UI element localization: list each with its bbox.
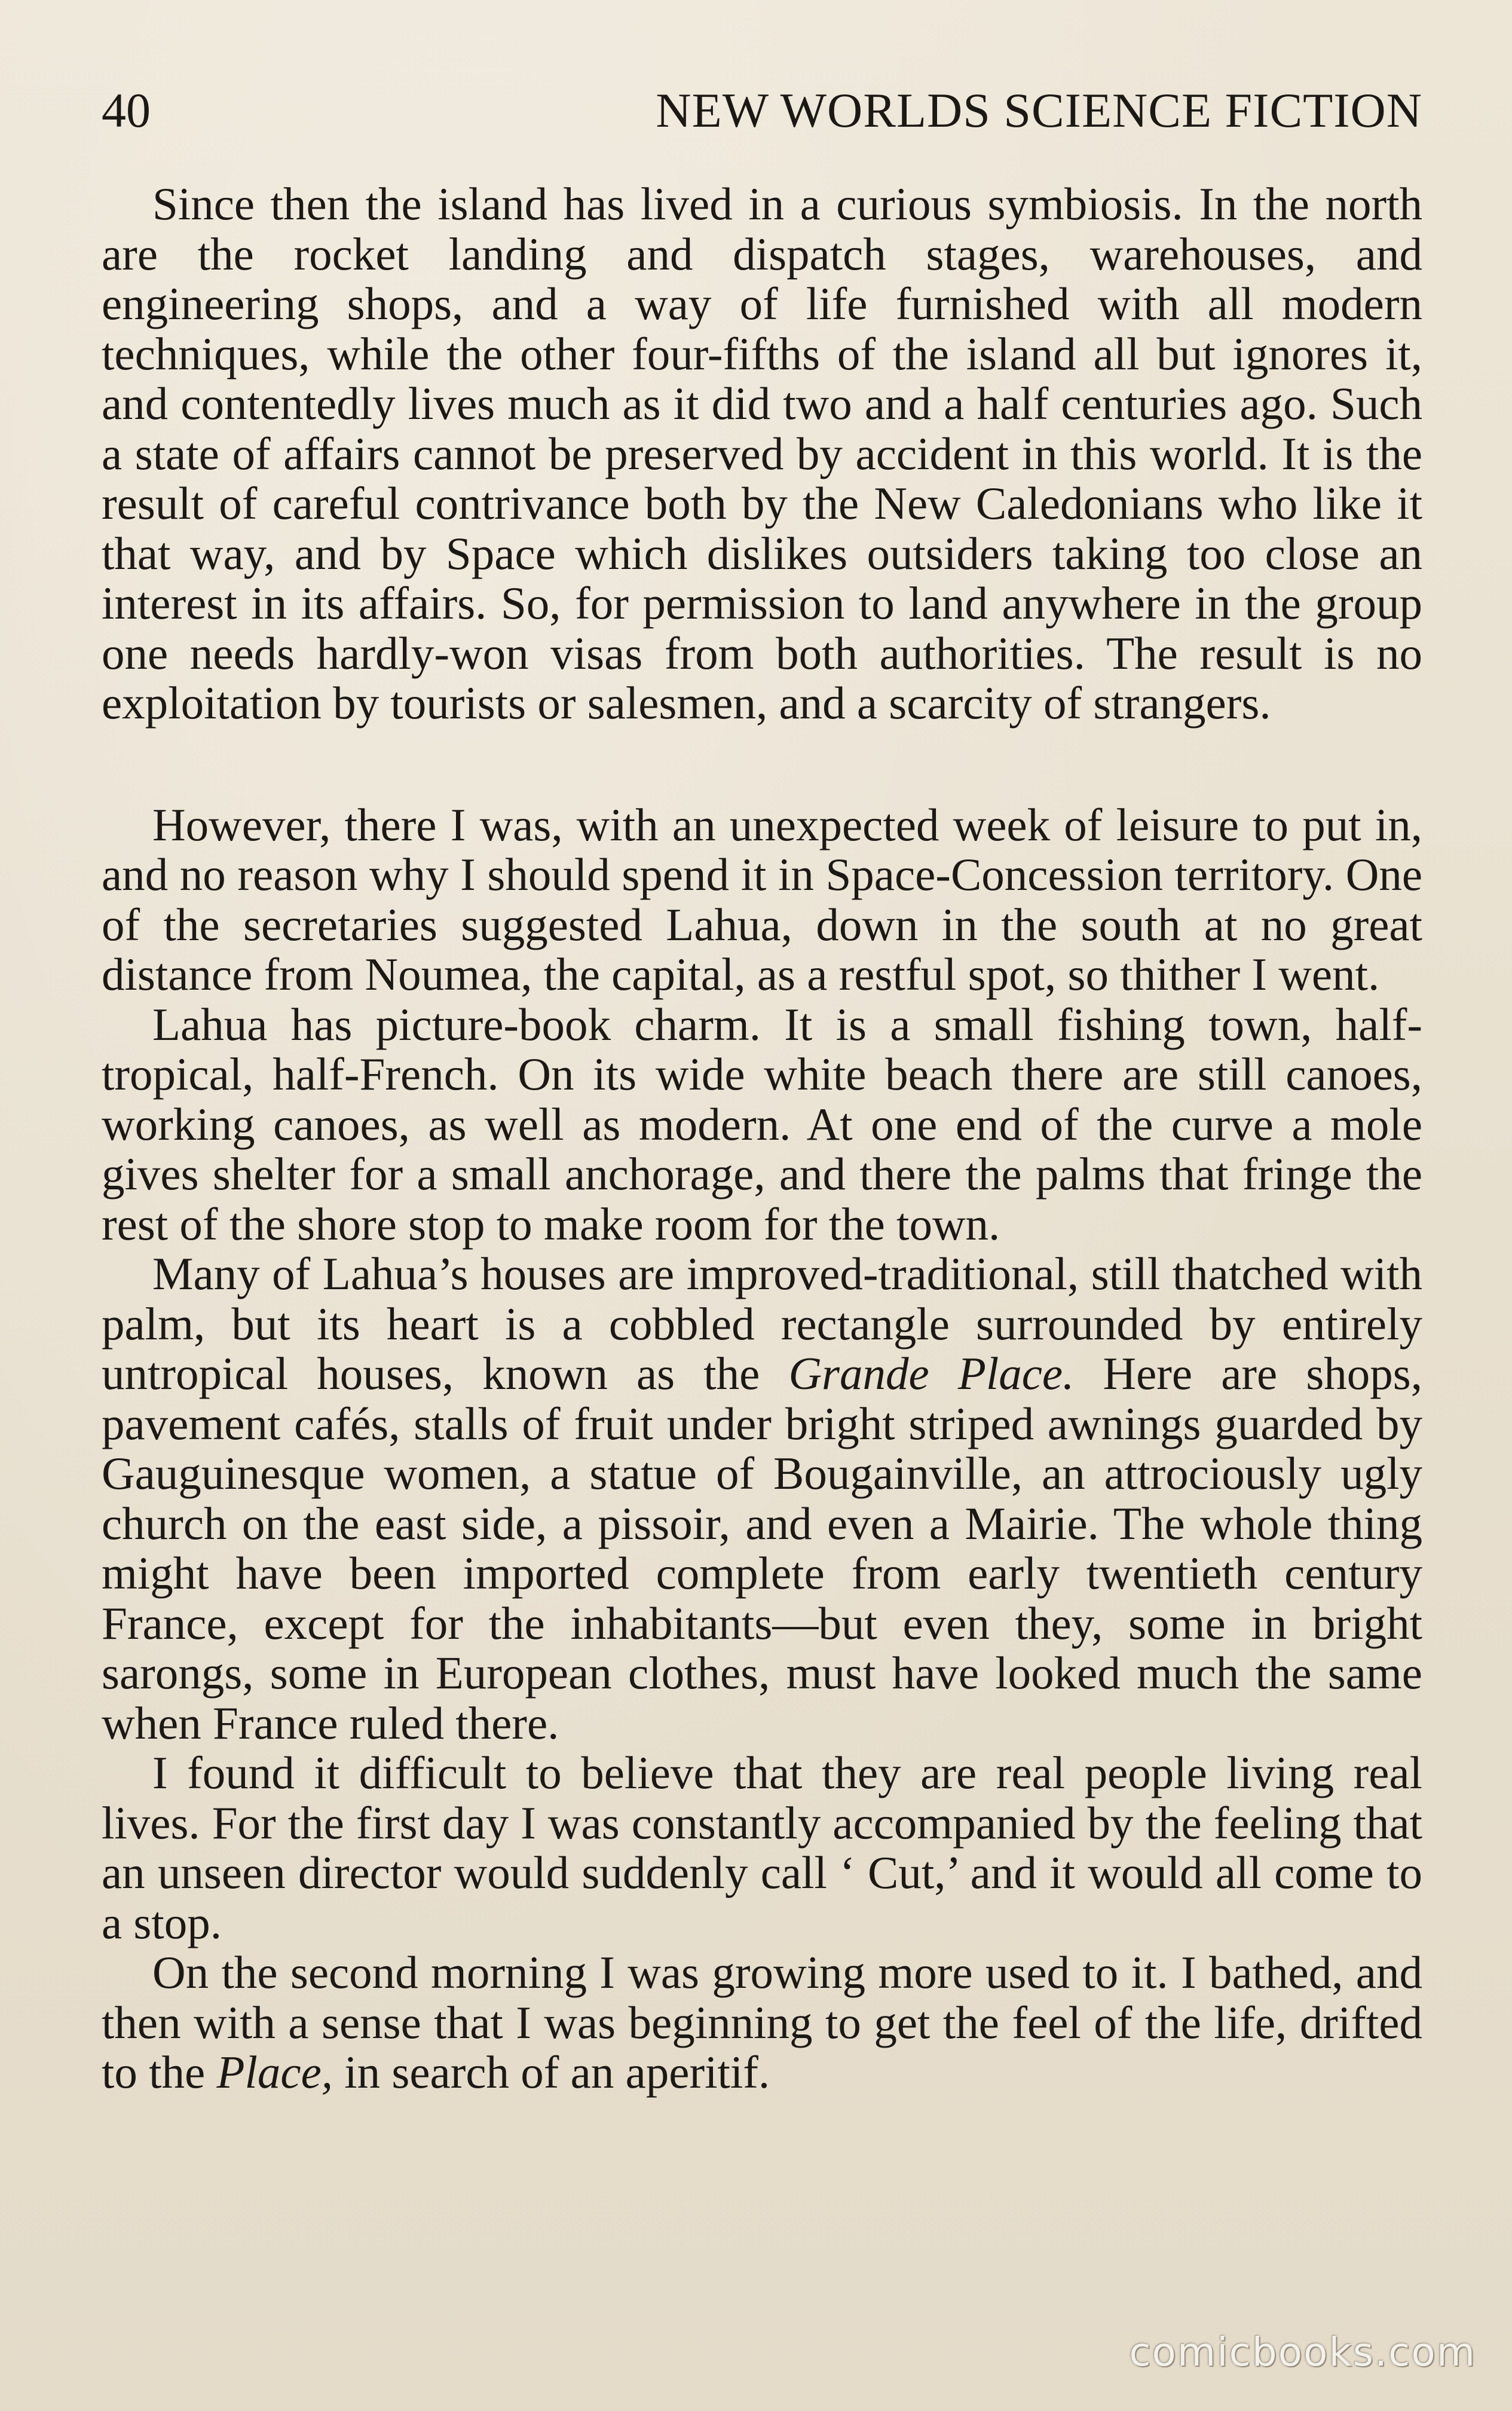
paragraph-1: Since then the island has lived in a curious symbiosis. In the north are the rocket landing and dispatch stages, warehouses, and engineering shops, and a way of life furnished with all modern techniques, while the other four-fifths of the island all but ignores it, and contentedly lives much as it did two and a half centuries ago. Such a state of affairs cannot be preserved by accident in this world. It is the result of careful contrivance both by the New Caledonians who like it that way, and by Space which dislikes outsiders taking too close an interest in its affairs. So, for permission to land anywhere in the group one needs hardly-won visas from both authorities. The result is no exploitation by tourists or salesmen, and a scarcity of strangers. <box>102 178 1422 729</box>
paragraph-2: However, there I was, with an unexpected week of leisure to put in, and no reason why I should spend it in Space-Concession territory. One of the secretaries suggested Lahua, down in the south at no great distance from Noumea, the capital, as a restful spot, so thither I went. <box>102 798 1422 1000</box>
page-number: 40 <box>102 83 151 137</box>
paragraph-4-text-b: Here are shops, pavement cafés, stalls of fruit under bright striped awnings guarded by Gauguinesque women, a statue of Bougainville, an attrociously ugly church on the east side, a pissoir, and even a Mairie. The whole thing might have been imported complete from early twentieth century France, except for the inhabitants—but even they, some in bright sarongs, some in European clothes, must have looked much the same when France ruled there. <box>102 1348 1422 1749</box>
paragraph-5: I found it difficult to believe that they are real people living real lives. For the first day I was constantly accompanied by the feeling that an unseen director would suddenly call ‘ Cut,’ and it would all come to a stop. <box>102 1747 1422 1948</box>
paragraph-6-text-a: On the second morning I was growing more used to it. I bathed, and then with a sense that I was beginning to get the feel of the life, drifted to the <box>102 1947 1422 2098</box>
running-head: NEW WORLDS SCIENCE FICTION <box>656 83 1422 137</box>
watermark: comicbooks.com <box>1129 2329 1476 2375</box>
paragraph-6 <box>102 1948 1422 2098</box>
paragraph-4-italic: Grande Place. <box>788 1348 1075 1399</box>
paragraph-6-italic: Place, <box>216 2046 333 2098</box>
section-break <box>102 729 1422 800</box>
paragraph-3: Lahua has picture-book charm. It is a small fishing town, half-tropical, half-French. On its wide white beach there are still canoes, working canoes, as well as modern. At one end of the curve a mole gives shelter for a small anchorage, and there the palms that fringe the rest of the shore stop to make room for the town. <box>102 998 1422 1250</box>
body-text <box>102 179 1422 2098</box>
page-header <box>102 78 1422 149</box>
paragraph-6-text-b: in search of an aperitif. <box>333 2046 770 2098</box>
paragraph-4 <box>102 1249 1422 1748</box>
paragraph-4-text-a: Many of Lahua’s houses are improved-traditional, still thatched with palm, but its heart is a cobbled rectangle surrounded by entirely untropical houses, known as the <box>102 1248 1422 1399</box>
